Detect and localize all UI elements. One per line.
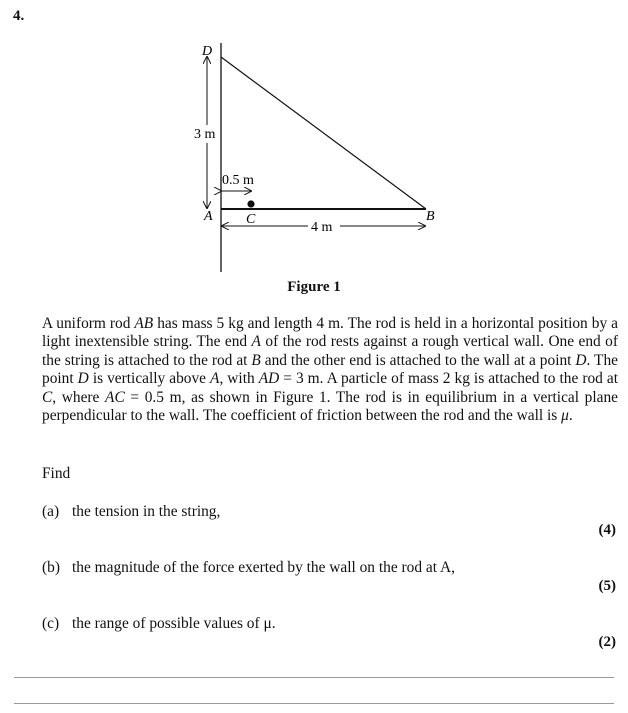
particle-c <box>247 200 254 207</box>
label-3m: 3 m <box>194 127 216 142</box>
part-a <box>42 503 220 521</box>
label-0-5m: 0.5 m <box>222 173 254 188</box>
part-c-label: (c) <box>42 615 60 632</box>
label-c: C <box>246 212 256 227</box>
part-b-label: (b) <box>42 559 60 576</box>
figure-1-diagram <box>190 40 450 275</box>
question-text: A uniform rod AB has mass 5 kg and length 4 m. The rod is held in a horizontal position by a light inextensible string. The end A of the rod rests against a rough vertical wall. One end of the string is attached to the rod at B and the other end is attached to the wall at a point D. The point D is vertically above A, with AD = 3 m. A particle of mass 2 kg is attached to the rod at C, where AC = 0.5 m, as shown in Figure 1. The rod is in equilibrium in a vertical plane perpendicular to the wall. The coefficient of friction between the rod and the wall is μ. <box>42 315 618 425</box>
figure-caption: Figure 1 <box>287 279 341 295</box>
label-4m: 4 m <box>311 220 333 235</box>
answer-line-1 <box>14 677 614 678</box>
part-b <box>42 559 455 577</box>
part-b-marks: (5) <box>598 578 616 594</box>
part-b-text: the magnitude of the force exerted by the wall on the rod at A, <box>72 559 455 576</box>
label-b: B <box>426 209 435 224</box>
part-c-marks: (2) <box>598 634 616 650</box>
part-a-label: (a) <box>42 503 60 520</box>
find-label: Find <box>42 465 71 482</box>
part-c <box>42 615 276 633</box>
part-c-text: the range of possible values of μ. <box>72 615 276 632</box>
answer-line-2 <box>14 703 614 704</box>
label-a: A <box>204 209 213 224</box>
part-a-marks: (4) <box>598 522 616 538</box>
part-a-text: the tension in the string, <box>72 503 221 520</box>
question-number: 4. <box>13 8 25 24</box>
label-d: D <box>202 44 213 59</box>
